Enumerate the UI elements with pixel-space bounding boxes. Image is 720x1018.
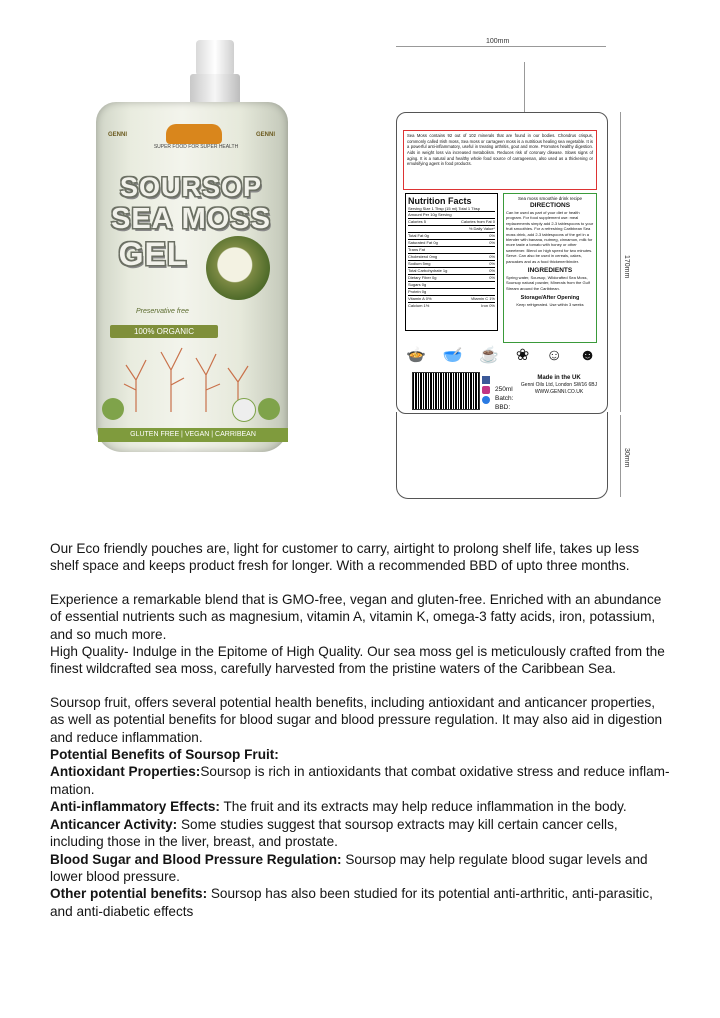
website-text: WWW.GENNI.CO.UK [534,389,584,395]
face-mask-icon: ☺ [546,347,563,364]
nutrition-rows [408,211,495,309]
preservative-free-text: Preservative free [136,308,189,315]
natural-seal [232,398,256,422]
vegan-seal [258,398,280,420]
gluten-free-seal [102,398,124,420]
nutrition-label: Sodium 5mg [408,261,431,266]
benefit-label: Anti-inflammatory Effects: [50,799,220,815]
bbd-text: BBD: [495,404,511,411]
benefit-other [50,885,670,920]
benefit-antioxidant [50,763,670,798]
nutrition-label: Protein 0g [408,289,427,294]
benefit-anticancer [50,816,670,851]
paragraph-pouches: Our Eco friendly pouches are, light for customer to carry, airtight to prolong shelf life, takes up less shelf space and keeps product fresh for longer. With a recommended BBD of upto three months. [50,541,640,574]
nutrition-row [408,267,495,274]
brand-name-right: GENNI [256,132,276,138]
bottom-dimension-line [620,415,621,497]
benefit-text: Soursop has also been studied for its potential anti-arthritic, anti-parasitic, and anti-diabetic effects [50,886,653,919]
nutrition-label: Vitamin A 0% [408,296,432,301]
nutrition-value: Calories from Fat 0 [460,219,495,224]
nutrition-row [408,218,495,225]
benefit-text: Some studies suggest that soursop extracts may kill certain cancer cells, including those in the liver, breast, and prostate. [50,816,618,850]
directions-title: DIRECTIONS [529,202,571,210]
nutrition-label: Sugars 0g [408,282,427,287]
nutrition-label: Trans Fat [408,247,425,252]
nutrition-label: Calories 5 [408,219,427,224]
height-dimension-line [620,112,621,412]
pouch-cap [196,40,234,76]
pouch-title-line3: GEL [118,236,188,272]
nutrition-value: 0% [489,275,495,280]
nutrition-label: Total Fat 0g [408,233,429,238]
benefit-label: Other potential benefits: [50,886,208,902]
nutrition-row [408,232,495,239]
company-text: Genni Oils Ltd, London SW16 6BJ [520,382,598,388]
nutrition-row [408,225,495,232]
pouch-bottom-band: GLUTEN FREE | VEGAN | CARRIBEAN [98,428,288,442]
nutrition-label: Total Carbohydrate 1g [408,268,448,273]
nutrition-label: Dietary Fiber 0g [408,275,437,280]
nutrition-value: Iron 0% [481,303,495,308]
nutrition-row [408,239,495,246]
genni-logo-icon: ❀ [515,347,530,364]
nutrition-row [408,211,495,218]
instagram-icon [482,386,490,394]
benefit-label: Antioxidant Properties: [50,764,201,780]
batch-text: Batch: [495,395,514,402]
nutrition-title: Nutrition Facts [408,196,472,206]
pouch-tagline: SUPER FOOD FOR SUPER HEALTH [153,144,239,150]
nutrition-row [408,253,495,260]
pouch-title-line1: SOURSOP [119,172,263,202]
paragraph-quality: High Quality- Indulge in the Epitome of High Quality. Our sea moss gel is meticulously crafted from the finest wildcrafted sea moss, carefully harvested from the pristine waters of the Caribbean Sea. [50,644,665,677]
brand-name-left: GENNI [108,132,128,138]
benefit-anti-inflammatory [50,798,670,815]
nutrition-row [408,281,495,288]
nutrition-label: Calcium 1% [408,303,430,308]
nutrition-row [408,302,495,309]
web-icon [482,396,490,404]
sea-moss-intro: Sea Moss contains 92 out of 102 minerals that are found in our bodies. Chondrus crispus, commonly called Irish moss, Sea moss or carrageen moss is a nutritious healing sea vegetable. It is a powerful anti-inflammatory, useful in treating arthritis, gout and more. Promotes healthy digestion. Aids in weight loss via increased metabolism. Reduces risk of coronary disease. Slows signs of aging. It is a natural and healthy whole food source of carrageenan, also used as a thickening or emulsifying agent in food products. [403,130,597,190]
nutrition-value: Vitamin C 1% [470,296,495,301]
nutrition-serving: Serving Size 1 Tbsp (15 ml) Total 1 Tbsp [408,206,481,211]
benefit-text: Soursop is rich in antioxidants that combat oxidative stress and reduce inflam-mation. [50,764,670,797]
nutrition-label: Cholesterol 0mg [408,254,438,259]
nutrition-value: 0% [489,233,495,238]
nutrition-value: 0% [489,268,495,273]
volume-text: 250ml [495,386,513,393]
organic-badge: 100% ORGANIC [110,325,218,338]
directions-text: Can be used as part of your diet or health program. For food supplement use: meal replacements simply add 2-3 tablespoons to your fruit smoothies. For a refreshing Caribbean Sea moss drink, add 2-3 tablespoons of the gel in a blender with banana, nutmeg, cinnamon, milk for more taste a tomato with honey or other sweetener. Blend on high speed for two minutes. Serve. Can also be used in cereals, cakes, pancakes and as a food thickener/binder. [506,210,594,264]
manufacturer-info [520,375,598,396]
nutrition-row [408,246,495,253]
width-dimension-line [396,46,606,47]
height-dimension-label: 170mm [623,255,630,279]
product-pouch-image [88,40,298,455]
drink-cup-icon: ☕ [479,347,500,364]
product-description [50,540,670,920]
made-in-text: Made in the UK [537,375,581,381]
benefit-text: Soursop may help regulate blood sugar levels and lower blood pressure. [50,851,648,884]
directions-panel [503,193,597,343]
nutrition-row [408,295,495,302]
storage-text: Keep refrigerated. Use within 3 weeks [516,302,584,308]
label-gusset [396,412,608,499]
volume-batch-info [495,385,513,412]
ingredients-title: INGREDIENTS [527,266,573,274]
nutrition-value: % Daily Value* [468,226,495,231]
directions-heading: Sea moss smoothie drink recipe [517,196,583,201]
nutrition-row [408,288,495,295]
spout-dimension-line [524,62,525,112]
benefits-heading: Potential Benefits of Soursop Fruit: [50,747,279,763]
benefit-label: Blood Sugar and Blood Pressure Regulation: [50,851,342,867]
nutrition-value: 0% [489,240,495,245]
nutrition-label: Saturated Fat 0g [408,240,438,245]
bowl-icon: 🥣 [442,347,463,364]
nutrition-value: 0% [489,254,495,259]
bottom-dimension-label: 30mm [623,448,630,468]
pouch-title-line2: SEA MOSS [110,203,271,235]
brand-logo [166,124,222,144]
social-icons [482,376,492,404]
paragraph-blend: Experience a remarkable blend that is GMO-free, vegan and gluten-free. Enriched with an abundance of essential nutrients such as magnesium, vitamin A, vitamin K, omega-3 fatty acids, iron, potassium, and so much more. [50,591,662,642]
benefit-text: The fruit and its extracts may help reduce inflammation in the body. [219,799,627,815]
paragraph-soursop: Soursop fruit, offers several potential health benefits, including antioxidant and anticancer properties, as well as potential benefits for blood sugar and blood pressure regulation. It may also aid in digestion and reduce inflammation. [50,694,663,745]
face-care-icon: ☻ [579,347,596,364]
soursop-fruit-image [206,236,270,300]
nutrition-row [408,260,495,267]
nutrition-label: Amount Per 10g Serving [408,212,452,217]
benefit-blood-sugar [50,851,670,886]
usage-icons-row [406,345,596,367]
nutrition-facts-panel [405,193,498,331]
benefit-label: Anticancer Activity: [50,816,178,832]
nutrition-value: 0% [489,261,495,266]
ingredients-text: Spring water, Soursop, Wildcrafted Sea Moss, Soursop natural powder, Minerals from the Gulf Stream around the Caribbean. [506,274,590,291]
cooking-pot-icon: 🍲 [406,347,426,364]
width-dimension-label: 100mm [486,38,510,45]
storage-title: Storage/After Opening [520,295,580,302]
barcode [412,372,480,410]
nutrition-row [408,274,495,281]
facebook-icon [482,376,490,384]
